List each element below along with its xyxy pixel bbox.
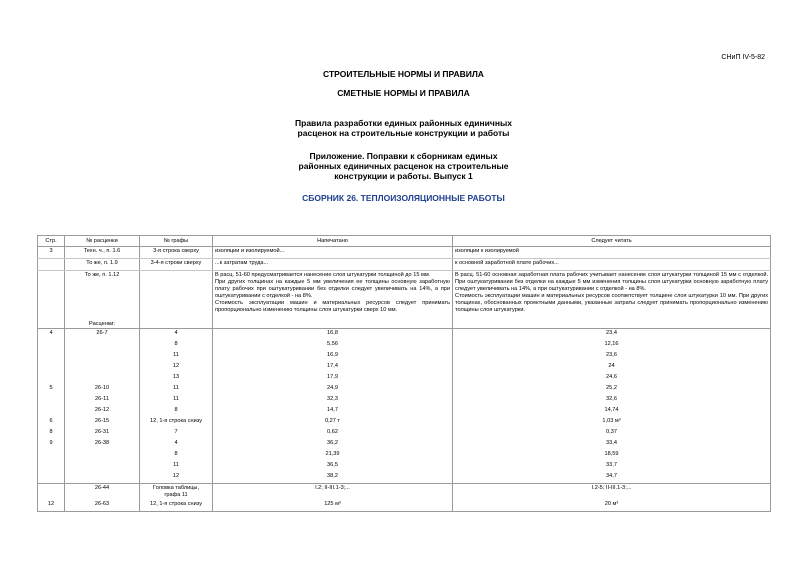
cell-printed: 36,2 [213,439,453,450]
cell-column: 13 [140,373,213,384]
cell-column: 11 [140,461,213,472]
cell-page: 9 [38,439,65,450]
table-row [38,247,771,259]
cell-page [38,271,65,315]
cell-correct: 25,2 [453,384,771,395]
cell-page: 4 [38,329,65,341]
cell-page [38,259,65,271]
cell-column: 12, 1-я строка снизу [140,500,213,512]
cell-printed: 17,4 [213,362,453,373]
document-code: СНиП IV-5-82 [721,54,765,61]
cell-printed: I.2; II-III.1-3;... [213,484,453,500]
header-correct: Следует читать [453,236,771,247]
cell-printed: 32,3 [213,395,453,406]
cell-correct: 33,7 [453,461,771,472]
cell-printed: ...к затратам труда... [213,259,453,271]
cell-rate: 26-44 [65,484,140,500]
norms-heading: СТРОИТЕЛЬНЫЕ НОРМЫ И ПРАВИЛА [323,69,484,79]
header-column: № графы [140,236,213,247]
cell-page: 8 [38,428,65,439]
cell-page [38,314,65,329]
table-row [38,439,771,450]
cell-rate-label: Расценки: [65,314,140,329]
cell-page [38,395,65,406]
cell-correct: 23,6 [453,351,771,362]
table-row [38,417,771,428]
cell-printed: 5,56 [213,340,453,351]
corrections-table [37,235,771,512]
cell-column: 8 [140,340,213,351]
cell-page [38,406,65,417]
cell-correct: 23,4 [453,329,771,341]
estimate-norms-heading: СМЕТНЫЕ НОРМЫ И ПРАВИЛА [337,88,470,98]
cell-printed: 0,27 т [213,417,453,428]
rate-rows [38,329,771,484]
cell-correct: 33,4 [453,439,771,450]
cell-column: 3-я строка сверху [140,247,213,259]
cell-correct: 24,6 [453,373,771,384]
cell-column: 8 [140,450,213,461]
table-row [38,500,771,512]
cell-printed: 24,9 [213,384,453,395]
table-row [38,340,771,351]
table-row [38,362,771,373]
cell-printed: 0,62 [213,428,453,439]
cell-column [140,271,213,315]
cell-column: 4 [140,329,213,341]
cell-rate [65,373,140,384]
table-row [38,259,771,271]
printed-paragraph: В расц. 51-60 предусматривается нанесение слоя штукатурки толщиной до 15 мм. [215,272,431,278]
collection-title: СБОРНИК 26. ТЕПЛОИЗОЛЯЦИОННЫЕ РАБОТЫ [302,193,505,203]
table-row [38,329,771,341]
cell-correct: 18,59 [453,450,771,461]
cell-rate: 26-11 [65,395,140,406]
rules-title [0,118,807,138]
cell-correct: 32,6 [453,395,771,406]
header-printed: Напечатано [213,236,453,247]
correct-paragraph: В расц. 51-60 основная заработная плата рабочих учитывает нанесение слоя штукатурки толщиной 15 мм с отделкой. При оштукатуривании без отделки на каждые 5 мм изменения толщины слоя штукатурки основную заработную плату следует увеличивать на 14%, а при оштукатуривании с отделкой - на 8%. [455,272,768,292]
cell-correct: изоляции к изолируемой [453,247,771,259]
cell-printed: 16,9 [213,351,453,362]
table-row [38,384,771,395]
cell-rate: 26-12 [65,406,140,417]
header-rate: № расценки [65,236,140,247]
cell-printed: 125 м³ [213,500,453,512]
table-row [38,406,771,417]
table-row [38,373,771,384]
cell-rate [65,472,140,484]
table-row [38,314,771,329]
cell-page [38,340,65,351]
cell-rate: 26-7 [65,329,140,341]
table-row [38,484,771,500]
cell-page [38,362,65,373]
cell-printed: 17,9 [213,373,453,384]
cell-correct: 24 [453,362,771,373]
cell-printed [213,271,453,315]
rules-title-line-2: расценок на строительные конструкции и работы [297,128,510,138]
cell-page [38,484,65,500]
correct-paragraph: Стоимость эксплуатации машин и материальных ресурсов соответствует толщине слоя штукатурки 10 мм. При других толщинах, обоснованных проектными данными, указанные затраты следует принимать пропорционально изменению толщины слоя штукатурки. [455,292,768,313]
cell-correct: 1,03 м³ [453,417,771,428]
cell-page [38,472,65,484]
cell-page: 6 [38,417,65,428]
cell-rate: 26-63 [65,500,140,512]
cell-rate [65,461,140,472]
cell-printed [213,314,453,329]
cell-column [140,314,213,329]
cell-rate [65,362,140,373]
cell-rate: То же, п. 1.9 [65,259,140,271]
cell-column: 11 [140,384,213,395]
cell-correct: 34,7 [453,472,771,484]
appendix-title-line-2: районных единичных расценок на строительные [298,161,509,171]
cell-printed: 16,8 [213,329,453,341]
cell-printed: изоляции и изолируемой... [213,247,453,259]
cell-column: 7 [140,428,213,439]
cell-printed: 14,7 [213,406,453,417]
cell-rate [65,450,140,461]
cell-page [38,461,65,472]
table-row [38,472,771,484]
cell-rate: 26-31 [65,428,140,439]
cell-column: 4 [140,439,213,450]
appendix-title-line-1: Приложение. Поправки к сборникам единых [309,151,498,161]
printed-paragraph: При других толщинах на каждые 5 мм увеличения ее толщины основную заработную плату рабочих при оштукатуривании без отделки следует увеличивать на 14%, а при оштукатуривании с отделкой - на 8%. [215,278,450,299]
cell-column: 12, 1-я строка снизу [140,417,213,428]
cell-rate: 26-38 [65,439,140,450]
table-row [38,395,771,406]
cell-column: 11 [140,395,213,406]
table-row [38,271,771,315]
table-row [38,450,771,461]
cell-printed: 21,39 [213,450,453,461]
cell-printed: 36,5 [213,461,453,472]
table-row [38,428,771,439]
cell-correct: к основной заработной плате рабочих... [453,259,771,271]
cell-page [38,450,65,461]
cell-page [38,373,65,384]
cell-printed: 38,2 [213,472,453,484]
cell-rate: 26-15 [65,417,140,428]
cell-rate: То же, п. 1.12 [65,271,140,315]
cell-page: 12 [38,500,65,512]
rules-title-line-1: Правила разработки единых районных единичных [295,118,512,128]
header-page: Стр. [38,236,65,247]
cell-page: 5 [38,384,65,395]
cell-column: 12 [140,472,213,484]
table-row [38,351,771,362]
appendix-title [0,151,807,181]
cell-column: 12 [140,362,213,373]
table-header-row [38,236,771,247]
cell-correct [453,271,771,315]
cell-correct: 0,37 [453,428,771,439]
cell-column: 8 [140,406,213,417]
cell-correct: 12,16 [453,340,771,351]
printed-paragraph: Стоимость эксплуатации машин и материальных ресурсов следует принимать пропорционально изменению толщины слоя штукатурки сверх 10 мм. [215,299,450,313]
cell-correct [453,314,771,329]
cell-column: 3-4-я строки сверху [140,259,213,271]
cell-column: 11 [140,351,213,362]
cell-column-line-1: Головка таблицы, [152,485,200,492]
cell-rate [65,351,140,362]
table-row [38,461,771,472]
cell-column [140,484,213,500]
cell-page: 3 [38,247,65,259]
cell-correct: I.2-5; II-III.1-3;... [453,484,771,500]
cell-rate: 26-10 [65,384,140,395]
cell-correct: 20 м³ [453,500,771,512]
cell-rate [65,340,140,351]
cell-correct: 14,74 [453,406,771,417]
cell-page [38,351,65,362]
appendix-title-line-3: конструкции и работы. Выпуск 1 [334,171,473,181]
cell-column-line-2: графа 11 [164,492,188,499]
cell-rate: Техн. ч., п. 1.6 [65,247,140,259]
